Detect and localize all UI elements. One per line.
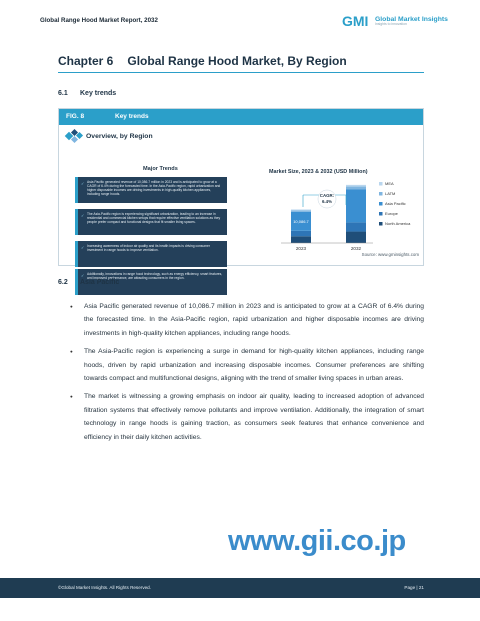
legend-label: Europe: [385, 211, 398, 216]
check-icon: ✓: [81, 213, 85, 218]
section-title: Asia Pacific: [80, 279, 120, 286]
check-icon: ✓: [81, 181, 85, 186]
page-header: [0, 0, 480, 36]
legend-swatch: [379, 192, 383, 196]
list-item: ● The Asia-Pacific region is experiencing a surge in demand for high-quality kitchen appliances, including range hoods, driven by rapid urbanization and increasing disposable incomes. Consumer preferences are shifting towards compact and multifunctional designs, aligning with the trend of smaller living spaces in urban areas.: [84, 345, 424, 385]
chapter-heading: [58, 54, 347, 68]
check-icon: ✓: [81, 273, 85, 278]
bar-segment-mea: [291, 209, 311, 210]
chapter-title: Global Range Hood Market, By Region: [127, 54, 347, 68]
watermark: www.gii.co.jp: [228, 525, 406, 557]
bar-segment-mea: [346, 185, 366, 187]
bar-segment-north-america: [291, 236, 311, 243]
bar-segment-asia-pacific: [346, 189, 366, 222]
company-logo: [342, 13, 448, 29]
overview-title: Overview, by Region: [86, 133, 153, 140]
bar-segment-latm: [346, 187, 366, 190]
report-title: Global Range Hood Market Report, 2032: [40, 17, 158, 24]
trend-text: Additionally, innovations in range hood technology, such as energy efficiency, smart features, and improved performance, are attracting consumers in the region.: [87, 272, 223, 281]
section-title: Key trends: [80, 90, 117, 97]
chapter-divider: [58, 72, 424, 73]
legend-label: MEA: [385, 181, 394, 186]
check-icon: ✓: [81, 245, 85, 250]
gmi-logo-icon: [342, 13, 372, 29]
bar-segment-north-america: [346, 232, 366, 243]
page-footer: [0, 578, 480, 598]
legend-swatch: [379, 222, 383, 226]
legend-swatch: [379, 212, 383, 216]
figure-key-trends: [58, 108, 424, 281]
section-heading-6-1: [58, 90, 116, 97]
figure-source: Source: www.gminsights.com: [361, 252, 419, 257]
market-size-title: Market Size, 2023 & 2032 (USD Million): [269, 169, 368, 175]
trend-text: Increasing awareness of indoor air quality and its health impacts is driving consumer investment in range hoods to improve ventilation.: [87, 244, 210, 253]
x-tick-label: 2023: [295, 246, 307, 251]
bar-segment-europe: [346, 222, 366, 231]
figure-number: FIG. 8: [66, 113, 85, 120]
major-trends-title: Major Trends: [143, 166, 178, 172]
x-tick-label: 2032: [350, 246, 362, 251]
section-heading-6-2: [58, 279, 119, 286]
bar-segment-europe: [291, 231, 311, 236]
section-number: 6.2: [58, 279, 68, 286]
list-item: ● Asia Pacific generated revenue of 10,086.7 million in 2023 and is anticipated to grow at a CAGR of 6.4% during the forecasted time. In the Asia-Pacific region, rapid urbanization and higher disposable incomes are driving investments in high-quality kitchen appliances, including range hoods.: [84, 300, 424, 340]
bullet-list: [84, 300, 424, 449]
legend-swatch: [379, 182, 383, 186]
chapter-number: Chapter 6: [58, 54, 114, 68]
logo-tagline: Insights to innovation: [375, 21, 407, 26]
list-item: ● The market is witnessing a growing emphasis on indoor air quality, leading to increased adoption of advanced filtration systems that effectively remove pollutants and improve ventilation. Additionally, the integration of smart technology in range hoods is gaining traction, as consumers seek features that enhance convenience and efficiency in their daily kitchen activities.: [84, 390, 424, 444]
trend-card: [75, 241, 227, 267]
svg-text:GMI: GMI: [342, 13, 369, 29]
trend-text: The Asia-Pacific region is experiencing significant urbanization, leading to an increase in residential and commercial kitchen setups that require effective ventilation solutions as they people prefer compact and functional designs that fit smaller living spaces.: [87, 212, 221, 225]
trend-text: Asia Pacific generated revenue of 10,086.7 million in 2023 and is anticipated to grow at a CAGR of 6.4% during the forecasted time. In the Asia-Pacific region, rapid urbanization and higher disposable incomes are driving investments in high-quality kitchen appliances, including range hoods.: [87, 180, 221, 197]
legend-label: LATM: [385, 191, 396, 196]
footer-page-number: Page | 21: [404, 585, 424, 590]
section-number: 6.1: [58, 90, 68, 97]
logo-name: Global Market Insights: [375, 15, 448, 23]
figure-title: Key trends: [115, 113, 149, 120]
legend-swatch: [379, 202, 383, 206]
bar-segment-latm: [291, 210, 311, 212]
legend-label: North America: [385, 221, 411, 226]
footer-copyright: ©Global Market Insights. All Rights Reserved.: [58, 585, 152, 590]
cagr-label: CAGR:: [319, 193, 335, 198]
bar-data-label: 10,086.7: [293, 218, 309, 224]
legend-label: Asia Pacific: [385, 201, 406, 206]
cagr-value: 6.4%: [321, 199, 333, 204]
